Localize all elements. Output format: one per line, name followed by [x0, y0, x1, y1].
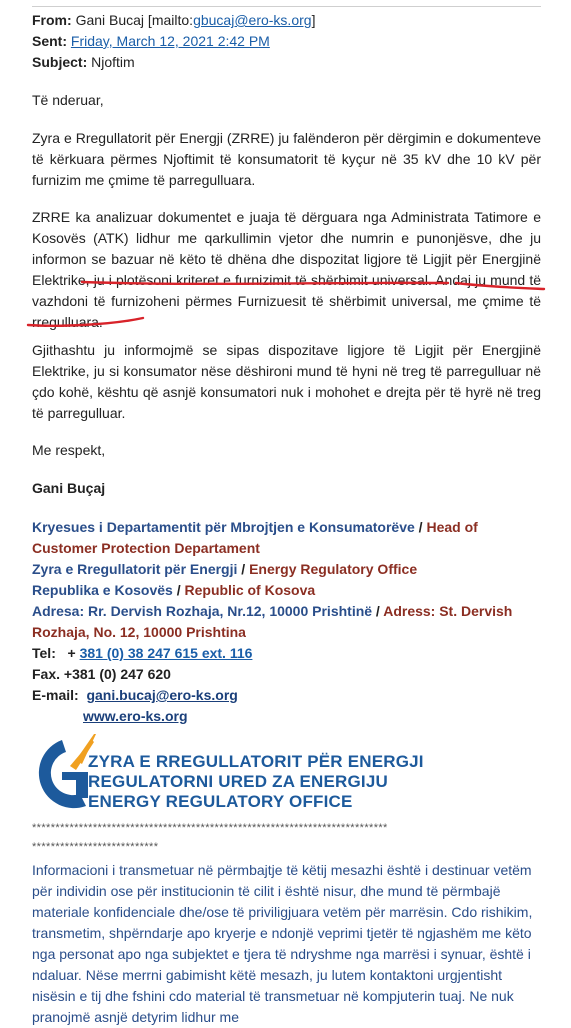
- confidentiality-disclaimer: Informacioni i transmetuar në përmbajtje të këtij mesazhi është i destinuar vetëm për individin ose për institucionin të cilit i është nisur, dhe mund të përmbajë materiale konfidenciale dhe/ose të priviligjuara vetëm për marrësin. Cdo rishikim, transmetim, shpërndarje apo kryerje e ndonjë veprimi tjetër të ngjashëm me këto nga personat apo nga subjektet e tjera të ndryshme nga marrësi i synuar, është i ndaluar. Nëse merrni gabimisht këtë mesazh, ju lutem kontaktoni urgjentisht nisësin e tij dhe fshini cdo material të transmetuar në kompjuterin tuaj. Ne nuk pranojmë asnjë detyrim lidhur me: [32, 862, 533, 1025]
- sent-date-link[interactable]: Friday, March 12, 2021 2:42 PM: [70, 33, 270, 49]
- paragraph-2-end: . Andaj ju mund të vazhdoni të furnizoheni përmes Furnizuesit të shërbimit universal, me çmime të rregulluara.: [32, 272, 541, 330]
- tel-plus: +: [67, 645, 76, 661]
- star-separator-1: ****************************************************************************: [32, 822, 388, 834]
- country-al: Republika e Kosovës: [32, 582, 173, 598]
- logo-line-3: ENERGY REGULATORY OFFICE: [88, 792, 353, 811]
- signature-email: [32, 685, 544, 706]
- paragraph-1: Zyra e Rregullatorit për Energji (ZRRE) ju falënderon për dërgimin e dokumenteve të kërkuara përmes Njoftimit të konsumatorit të kyçur në 35 kV dhe 10 kV për furnizim me çmime të parregulluara.: [32, 130, 541, 188]
- underlined-phrase: ju i plotësoni kriteret e furnizimit të shërbimit universal: [93, 272, 428, 288]
- sent-line: [32, 31, 270, 52]
- website-link-text[interactable]: www.ero-ks.org: [83, 708, 188, 724]
- title-al: Kryesues i Departamentit për Mbrojtjen e Konsumatorëve: [32, 519, 415, 535]
- subject-label: Subject:: [32, 54, 88, 70]
- office-en: Energy Regulatory Office: [249, 561, 418, 577]
- logo-line-1: ZYRA E RREGULLATORIT PËR ENERGJI: [88, 752, 424, 771]
- closing: Me respekt,: [32, 442, 106, 458]
- sep: /: [414, 519, 427, 535]
- sep: /: [237, 561, 250, 577]
- sep: /: [372, 603, 384, 619]
- signature-title: [32, 517, 544, 559]
- paragraph-3: Gjithashtu ju informojmë se sipas dispozitave ligjore të Ligjit për Energjinë Elektrike, ju si konsumator nëse dëshironi mund të hyni në treg të parregulluar në çdo kohë, kështu që asnjë konsumatori nuk i mohohet e drejta për të hyrë në treg të parregulluar.: [32, 342, 541, 421]
- subject-line: [32, 52, 135, 73]
- signature-address: [32, 601, 544, 643]
- paragraph-2-start: ZRRE ka analizuar dokumentet e juaja të dërguara nga Administrata Tatimore e Kosovës (ATK) lidhur me qarkullimin vjetor dhe numrin e punonjësve, dhe ju informon se bazuar në këto të dhëna dhe dispozitat ligjore të Ligjit për Energjinë Elektrike,: [32, 209, 541, 288]
- star-separator-2: ***************************: [32, 841, 159, 853]
- sep: /: [172, 582, 185, 598]
- subject-value: Njoftim: [91, 54, 135, 70]
- top-divider: [32, 6, 541, 7]
- email-label: E-mail:: [32, 687, 79, 703]
- email-link[interactable]: gani.bucaj@ero-ks.org: [86, 687, 238, 703]
- from-name: Gani Bucaj [mailto:: [75, 12, 194, 28]
- from-label: From:: [32, 12, 72, 28]
- tel-link[interactable]: 381 (0) 38 247 615 ext. 116: [79, 645, 253, 661]
- signature-name: Gani Buçaj: [32, 480, 106, 496]
- greeting: Të nderuar,: [32, 92, 104, 108]
- address-en: Adress: St. Dervish Rozhaja, No. 12, 10000 Prishtina: [32, 603, 513, 640]
- signature-country: [32, 580, 544, 601]
- signature-office: [32, 559, 544, 580]
- logo-text: [88, 752, 424, 812]
- signature-tel: [32, 643, 544, 664]
- from-email-link[interactable]: gbucaj@ero-ks.org: [193, 12, 312, 28]
- signature-fax: Fax. +381 (0) 247 620: [32, 666, 171, 682]
- office-al: Zyra e Rregullatorit për Energji: [32, 561, 238, 577]
- from-line: [32, 10, 315, 31]
- website-link[interactable]: [83, 706, 571, 727]
- paragraph-2: [32, 207, 541, 333]
- logo-line-2: REGULATORNI URED ZA ENERGIJU: [88, 772, 388, 791]
- sent-label: Sent:: [32, 33, 67, 49]
- country-en: Republic of Kosova: [184, 582, 316, 598]
- from-close: ]: [311, 12, 316, 28]
- address-al: Adresa: Rr. Dervish Rozhaja, Nr.12, 10000 Prishtinë: [32, 603, 373, 619]
- tel-label: Tel:: [32, 645, 56, 661]
- title-en: Head of Customer Protection Departament: [32, 519, 478, 556]
